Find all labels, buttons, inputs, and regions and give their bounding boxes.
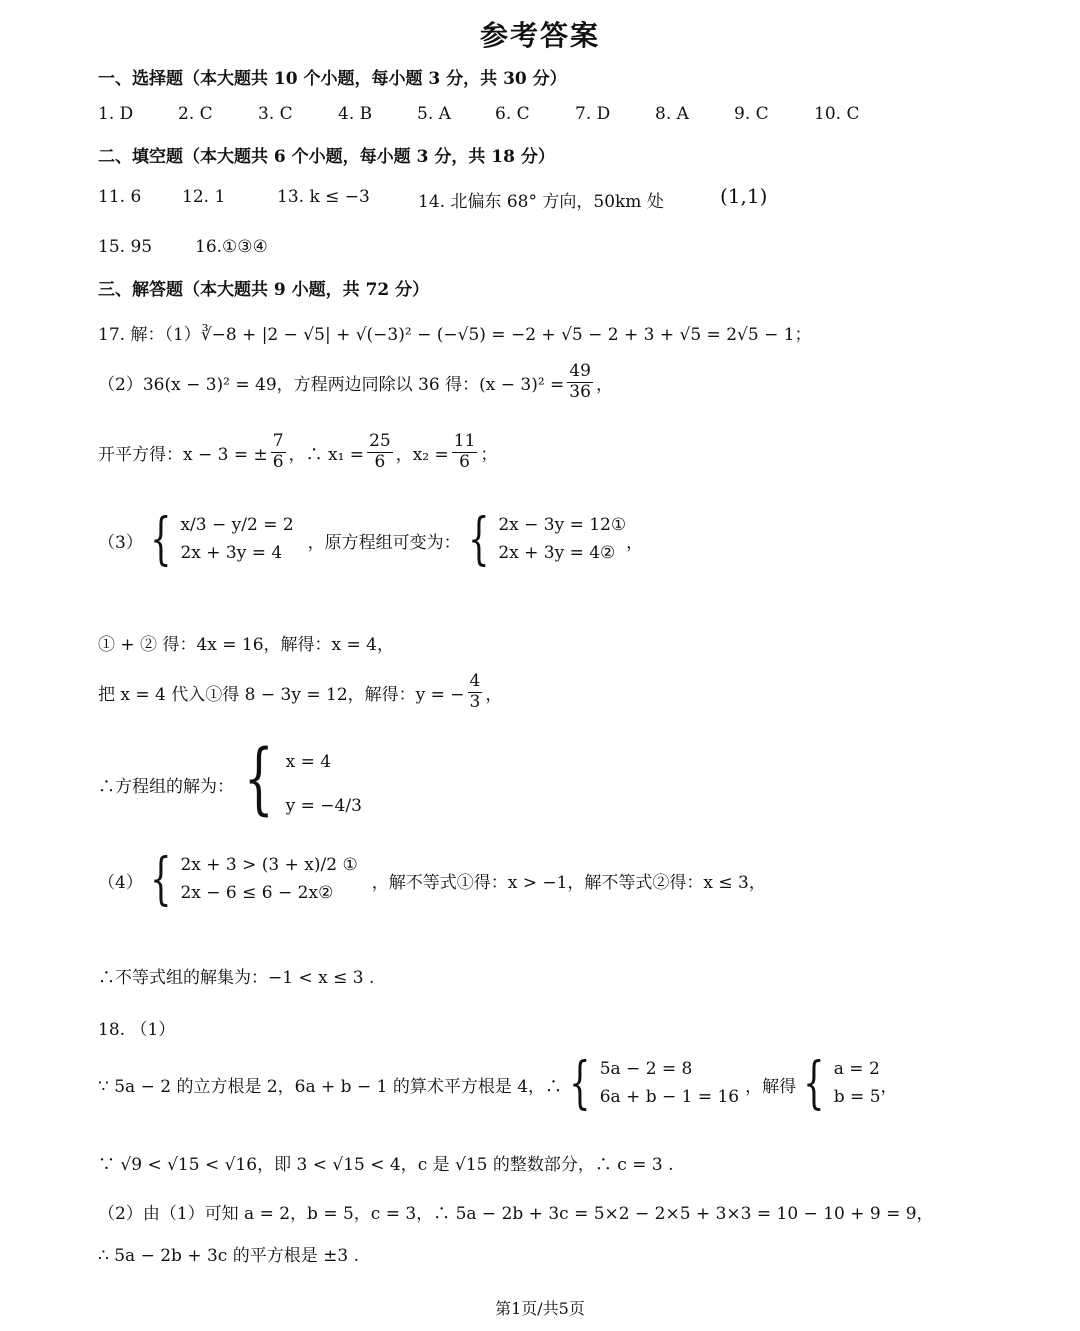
q17-part3-line1: [98, 507, 644, 572]
mc-answer-9: 9. C: [734, 104, 769, 124]
punct: ，: [595, 374, 613, 395]
fill-answer-12: 12. 1: [182, 187, 226, 207]
page-footer: 第1页/共5页: [495, 1299, 585, 1318]
mc-answer-1: 1. D: [98, 104, 134, 124]
fraction: [271, 432, 286, 472]
fraction: [468, 672, 483, 712]
q17-part1: 17. 解：（1）∛−8 + |2 − √5| + √(−3)² − (−√5) = −2 + √5 − 2 + 3 + √5 = 2√5 − 1；: [98, 325, 812, 345]
fill-answer-15: 15. 95: [98, 237, 153, 257]
section3-heading: 三、解答题（本大题共 9 小题，共 72 分）: [98, 280, 430, 300]
q17-x2-text: ，x₂ =: [395, 444, 449, 465]
q17-part4-line1: [98, 847, 766, 912]
fill-answer-16: 16.①③④: [195, 237, 268, 257]
fraction-numerator: 7: [272, 431, 284, 451]
q17-part4-line2: ∴不等式组的解集为：−1 < x ≤ 3 .: [98, 968, 375, 988]
system-line: y = −4/3: [285, 796, 362, 817]
system-line: 5a − 2 = 8: [599, 1059, 693, 1080]
brace-icon: {: [149, 507, 172, 572]
mc-answer-2: 2. C: [178, 104, 213, 124]
brace-icon: {: [803, 1051, 825, 1116]
q17-part3-solution: [98, 734, 362, 828]
system-line: 2x + 3y = 4: [180, 543, 283, 564]
q18-part2: （2）由（1）可知 a = 2，b = 5，c = 3，∴ 5a − 2b + 3c = 5×2 − 2×5 + 3×3 = 10 − 10 + 9 = 9，: [98, 1204, 934, 1224]
fraction-numerator: 25: [369, 431, 391, 451]
system-line: b = 5: [833, 1087, 881, 1108]
fraction: [367, 432, 393, 472]
q17-x1-text: ，∴ x₁ =: [288, 444, 365, 465]
section2-heading: 二、填空题（本大题共 6 个小题，每小题 3 分，共 18 分）: [98, 147, 555, 167]
fraction-denominator: 6: [374, 451, 386, 472]
brace-icon: {: [243, 734, 274, 824]
q17-part2-text: （2）36(x − 3)² = 49，方程两边同除以 36 得：(x − 3)² =: [98, 374, 565, 395]
mc-answer-4: 4. B: [338, 104, 373, 124]
solution-label: ∴方程组的解为：: [98, 776, 234, 797]
punct: ，: [626, 532, 644, 553]
fill-answer-13: 13. k ≤ −3: [277, 187, 370, 207]
equation-system-3: [562, 1051, 740, 1116]
fraction-numerator: 11: [453, 431, 476, 451]
brace-icon: {: [467, 507, 490, 572]
solution-system: [234, 734, 362, 828]
fill-answer-11: 11. 6: [98, 187, 142, 207]
mc-answer-8: 8. A: [655, 104, 689, 124]
q18-part1-line1: [98, 1051, 898, 1116]
mc-answer-6: 6. C: [495, 104, 530, 124]
solution-system-2: [796, 1051, 881, 1116]
q17-part3-mid: ，原方程组可变为：: [307, 532, 461, 553]
fraction: [567, 362, 593, 402]
mc-answer-3: 3. C: [258, 104, 293, 124]
q17-part3-line2: ① + ② 得：4x = 16，解得：x = 4，: [98, 635, 394, 655]
mc-answer-7: 7. D: [575, 104, 611, 124]
section1-heading: 一、选择题（本大题共 10 个小题，每小题 3 分，共 30 分）: [98, 69, 567, 89]
fraction-denominator: 6: [272, 451, 284, 472]
q18-given-text: ∵ 5a − 2 的立方根是 2，6a + b − 1 的算术平方根是 4，∴: [98, 1076, 563, 1097]
system-line: 2x + 3y = 4②: [498, 543, 616, 564]
fraction-denominator: 3: [469, 691, 481, 712]
system-line: 2x − 6 ≤ 6 − 2x②: [180, 883, 334, 904]
q18-part2-conclusion: ∴ 5a − 2b + 3c 的平方根是 ±3 .: [98, 1246, 359, 1266]
q17-part4-label: （4）: [98, 872, 143, 893]
q17-part2-line2: [98, 432, 497, 472]
punct: ；: [480, 444, 498, 465]
fill-answer-14-coordinate: (1,1): [720, 184, 768, 208]
brace-icon: {: [569, 1051, 591, 1116]
system-line: 2x + 3 > (3 + x)/2 ①: [180, 855, 358, 876]
page-title: 参考答案: [479, 19, 600, 52]
q17-part4-mid: ，解不等式①得：x > −1，解不等式②得：x ≤ 3，: [371, 872, 766, 893]
mc-answers: [98, 104, 998, 128]
system-line: x = 4: [285, 752, 332, 772]
q17-substitute-text: 把 x = 4 代入①得 8 − 3y = 12，解得：y = −: [98, 684, 465, 705]
punct: ，: [485, 684, 503, 705]
q18-solve-text: ，解得: [745, 1076, 797, 1097]
system-line: a = 2: [833, 1059, 880, 1080]
fraction-denominator: 36: [569, 381, 591, 402]
mc-answer-10: 10. C: [814, 104, 860, 124]
system-line: x/3 − y/2 = 2: [180, 515, 294, 536]
mc-answer-5: 5. A: [417, 104, 451, 124]
punct: ，: [880, 1076, 898, 1097]
system-line: 2x − 3y = 12①: [498, 515, 627, 536]
q17-part3-line3: [98, 672, 502, 712]
q18-heading: 18. （1）: [98, 1020, 176, 1040]
equation-system-2: [461, 507, 627, 572]
system-line: 6a + b − 1 = 16: [599, 1087, 740, 1108]
q18-part1-line2: ∵ √9 < √15 < √16，即 3 < √15 < 4，c 是 √15 的整数部分，∴ c = 3 .: [98, 1155, 674, 1175]
fraction-numerator: 4: [469, 671, 481, 691]
fraction: [452, 432, 478, 472]
q17-part3-label: （3）: [98, 532, 143, 553]
inequality-system: [143, 847, 358, 912]
fill-answer-14: 14. 北偏东 68° 方向，50km 处: [418, 192, 664, 212]
equation-system-1: [143, 507, 294, 572]
fraction-numerator: 49: [569, 361, 591, 381]
q17-part2-line1: [98, 362, 613, 402]
q17-sqrt-text: 开平方得：x − 3 = ±: [98, 444, 268, 465]
fraction-denominator: 6: [459, 451, 470, 472]
brace-icon: {: [149, 847, 172, 912]
